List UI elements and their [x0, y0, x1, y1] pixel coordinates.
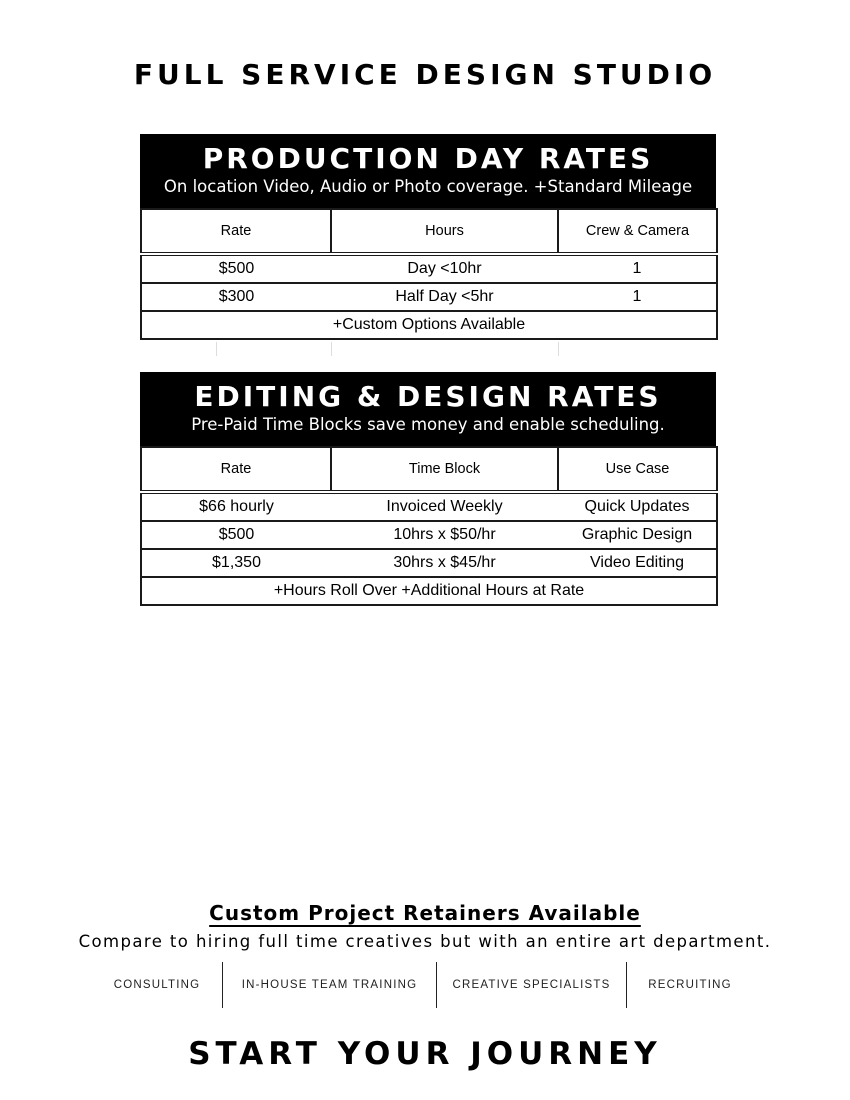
retainers-heading — [0, 901, 850, 925]
column-header: Time Block — [331, 447, 558, 492]
table-row — [141, 283, 717, 311]
faint-column-guides — [140, 342, 716, 356]
editing-rates-table — [140, 372, 716, 606]
service-in-house-team-training: IN-HOUSE TEAM TRAINING — [241, 979, 418, 991]
column-header: Rate — [141, 447, 331, 492]
table-header-row — [141, 209, 717, 254]
retainers-heading-text: Custom Project Retainers Available — [209, 901, 641, 925]
editing-subtitle: Pre-Paid Time Blocks save money and enable scheduling. — [191, 415, 665, 434]
crew-cell: 1 — [558, 254, 717, 283]
table-row — [141, 549, 717, 577]
column-header: Hours — [331, 209, 558, 254]
rate-cell: $66 hourly — [141, 492, 331, 521]
service-creative-specialists: CREATIVE SPECIALISTS — [452, 979, 611, 991]
service-consulting: CONSULTING — [113, 979, 201, 991]
editing-banner — [140, 372, 716, 446]
use-case-cell: Quick Updates — [558, 492, 717, 521]
hours-cell: Day <10hr — [331, 254, 558, 283]
time-block-cell: 10hrs x $50/hr — [331, 521, 558, 549]
table-footer-row — [141, 577, 717, 605]
rate-cell: $1,350 — [141, 549, 331, 577]
editing-grid — [140, 446, 718, 606]
table-footer-note: +Hours Roll Over +Additional Hours at Rate — [141, 577, 717, 605]
use-case-cell: Video Editing — [558, 549, 717, 577]
time-block-cell: 30hrs x $45/hr — [331, 549, 558, 577]
production-title: PRODUCTION DAY RATES — [202, 142, 654, 175]
crew-cell: 1 — [558, 283, 717, 311]
column-header: Use Case — [558, 447, 717, 492]
rate-cell: $500 — [141, 521, 331, 549]
editing-title: EDITING & DESIGN RATES — [194, 380, 662, 413]
table-row — [141, 254, 717, 283]
production-grid — [140, 208, 718, 340]
table-row — [141, 521, 717, 549]
table-footer-note: +Custom Options Available — [141, 311, 717, 339]
rate-cell: $300 — [141, 283, 331, 311]
production-rates-table — [140, 134, 716, 340]
hours-cell: Half Day <5hr — [331, 283, 558, 311]
table-footer-row — [141, 311, 717, 339]
column-header: Rate — [141, 209, 331, 254]
column-header: Crew & Camera — [558, 209, 717, 254]
retainers-subtitle: Compare to hiring full time creatives but with an entire art department. — [78, 932, 772, 951]
time-block-cell: Invoiced Weekly — [331, 492, 558, 521]
page-title: FULL SERVICE DESIGN STUDIO — [133, 58, 717, 91]
table-row — [141, 492, 717, 521]
start-journey-heading: START YOUR JOURNEY — [188, 1036, 662, 1072]
services-strip — [92, 962, 758, 1008]
production-subtitle: On location Video, Audio or Photo coverage. +Standard Mileage — [163, 177, 693, 196]
service-recruiting: RECRUITING — [648, 979, 732, 991]
use-case-cell: Graphic Design — [558, 521, 717, 549]
table-header-row — [141, 447, 717, 492]
production-banner — [140, 134, 716, 208]
rate-cell: $500 — [141, 254, 331, 283]
